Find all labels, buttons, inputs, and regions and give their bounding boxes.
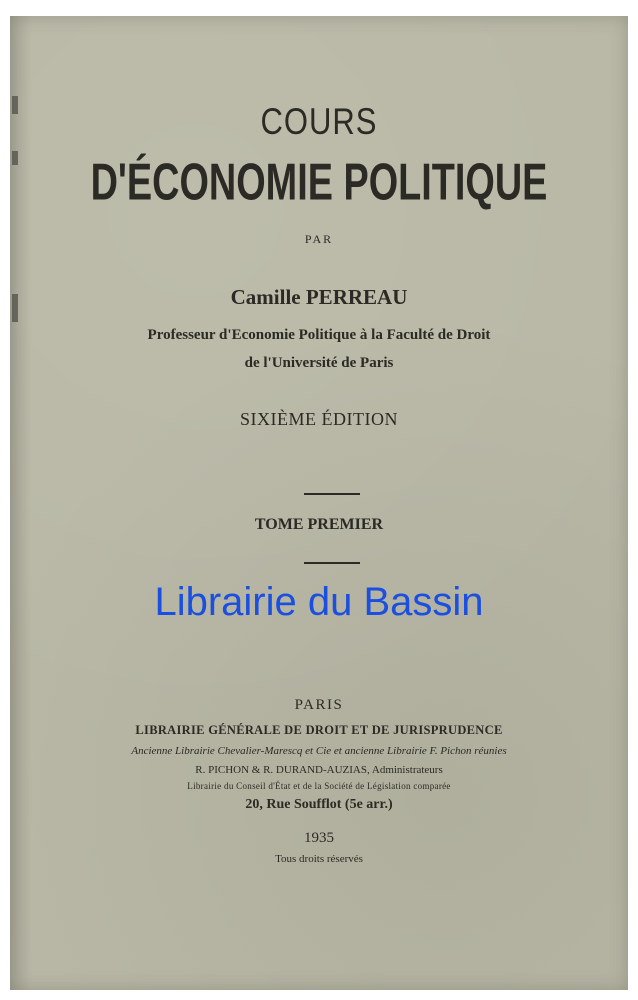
publisher-council: Librairie du Conseil d'État et de la Société de Législation comparée [187,781,451,791]
title-line-2: D'ÉCONOMIE POLITIQUE [90,153,548,212]
watermark-text: Librairie du Bassin [154,580,484,624]
publisher-name: LIBRAIRIE GÉNÉRALE DE DROIT ET DE JURISPRUDENCE [135,723,503,737]
volume-label: TOME PREMIER [254,516,384,533]
spine-mark [12,151,18,165]
divider-rule [304,562,360,564]
title-line-1: COURS [260,100,378,143]
publisher-administrators: R. PICHON & R. DURAND-AUZIAS, Administrateurs [195,764,443,776]
publication-year: 1935 [304,830,334,846]
publisher-address: 20, Rue Soufflot (5e arr.) [245,797,393,812]
publisher-city: PARIS [294,697,344,713]
edition-label: SIXIÈME ÉDITION [240,409,398,429]
publisher-former-names: Ancienne Librairie Chevalier-Marescq et Cie et ancienne Librairie F. Pichon réunies [131,745,507,757]
par-label: PAR [304,232,334,246]
author-position-line-2: de l'Université de Paris [244,355,394,371]
divider-rule [304,493,360,495]
rights-notice: Tous droits réservés [275,853,363,865]
author-name: Camille PERREAU [230,285,408,309]
author-position-line-1: Professeur d'Economie Politique à la Faculté de Droit [147,327,491,343]
